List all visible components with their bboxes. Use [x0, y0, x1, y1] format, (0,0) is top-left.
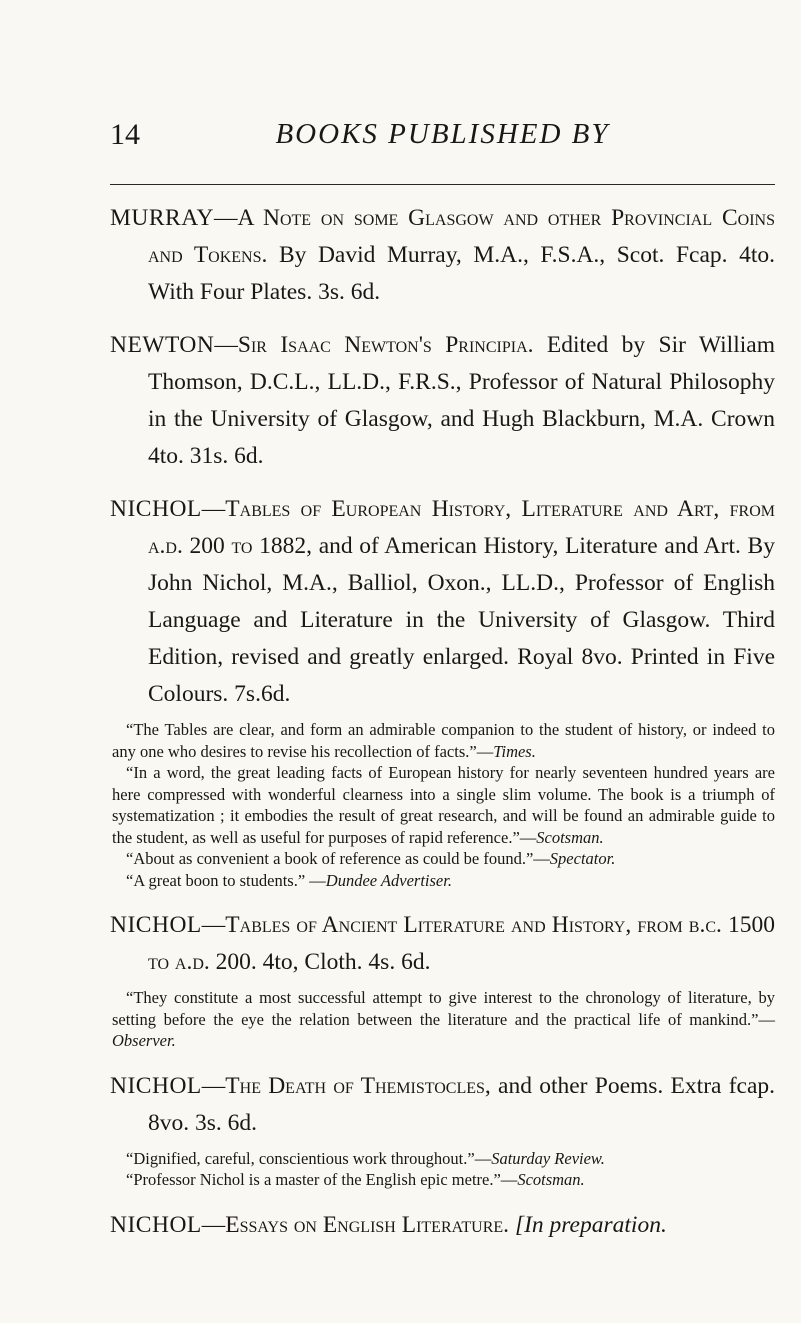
catalogue-entry	[110, 200, 775, 311]
entry-status: [In preparation.	[514, 1211, 667, 1238]
review-quote: “In a word, the great leading facts of European history for nearly seventeen hundred years are here compressed with wonderful clearness into a single slim volume. The book is a triumph of systematization ; it embodies the result of great research, and will be found an admirable guide to the student, as well as useful for purposes of rapid reference.”—Scotsman.	[112, 763, 775, 847]
review-source: Observer.	[112, 1031, 176, 1050]
review-source: Scotsman.	[517, 1170, 585, 1189]
entry-author: NICHOL	[110, 496, 202, 522]
entry-title: —A Note on some Glasgow and other Provincial Coins and Tokens.	[148, 205, 775, 268]
entry-title: —Essays on English Literature.	[201, 1211, 510, 1238]
entry-title: —Tables of European History, Literature and Art, from a.d. 200 to 1882,	[148, 496, 775, 559]
running-head: BOOKS PUBLISHED BY	[275, 118, 610, 150]
entry-author: MURRAY	[110, 205, 214, 231]
review-quote: “The Tables are clear, and form an admirable companion to the student of history, or indeed to any one who desires to revise his recollection of facts.”—Times.	[112, 720, 775, 761]
review-source: Spectator.	[549, 849, 616, 868]
entry-details: Edited by Sir William Thomson, D.C.L., LL.D., F.R.S., Professor of Natural Philosophy in the University of Glasgow, and Hugh Blackburn, M.A. Crown 4to. 31s. 6d.	[148, 332, 775, 469]
entry-title: —Sir Isaac Newton's Principia.	[214, 332, 534, 358]
catalogue-entry	[110, 327, 775, 475]
review-quote: “Professor Nichol is a master of the English epic metre.”—Scotsman.	[126, 1170, 585, 1189]
review-list	[110, 987, 775, 1052]
catalogue-entry	[110, 491, 775, 891]
entry-author: NICHOL	[110, 1072, 202, 1099]
entry-details: and of American History, Literature and Art. By John Nichol, M.A., Balliol, Oxon., LL.D., Professor of English Language and Literature in the University of Glasgow. Third Edition, revised and greatly enlarged. Royal 8vo. Printed in Five Colours. 7s.6d.	[148, 533, 775, 707]
entry-details: By David Murray, M.A., F.S.A., Scot. Fcap. 4to. With Four Plates. 3s. 6d.	[148, 242, 776, 305]
header-rule	[110, 184, 775, 185]
entry-author: NICHOL	[110, 912, 202, 938]
entry-title: —The Death of Themistocles,	[201, 1072, 491, 1099]
entry-author: NICHOL	[110, 1211, 202, 1238]
entry-title: —Tables of Ancient Literature and History, from b.c. 1500 to a.d. 200.	[148, 912, 775, 975]
review-source: Dundee Advertiser.	[325, 870, 452, 890]
review-quote: “They constitute a most successful attempt to give interest to the chronology of literature, by setting before the eye the relation between the literature and the practical life of mankind.”—Observer.	[112, 988, 775, 1050]
page-number: 14	[110, 118, 140, 151]
entry-author: NEWTON	[110, 332, 215, 358]
review-source: Scotsman.	[536, 827, 604, 847]
review-quote: “About as convenient a book of reference as could be found.”—Spectator.	[126, 849, 616, 868]
entry-details: 4to, Cloth. 4s. 6d.	[256, 949, 431, 975]
page-header	[110, 118, 775, 162]
review-source: Saturday Review.	[491, 1148, 605, 1168]
review-quote: “A great boon to students.” —Dundee Advertiser.	[126, 870, 452, 890]
review-list	[110, 1148, 775, 1191]
catalogue-entry	[110, 1068, 775, 1191]
review-source: Times.	[493, 741, 536, 761]
catalogue-list	[110, 200, 775, 1260]
review-quote: “Dignified, careful, conscientious work throughout.”—Saturday Review.	[126, 1148, 605, 1168]
review-list	[110, 719, 775, 891]
catalogue-entry	[110, 1207, 775, 1244]
entry-details: and other Poems. Extra fcap. 8vo. 3s. 6d.	[148, 1072, 776, 1136]
catalogue-entry	[110, 907, 775, 1052]
